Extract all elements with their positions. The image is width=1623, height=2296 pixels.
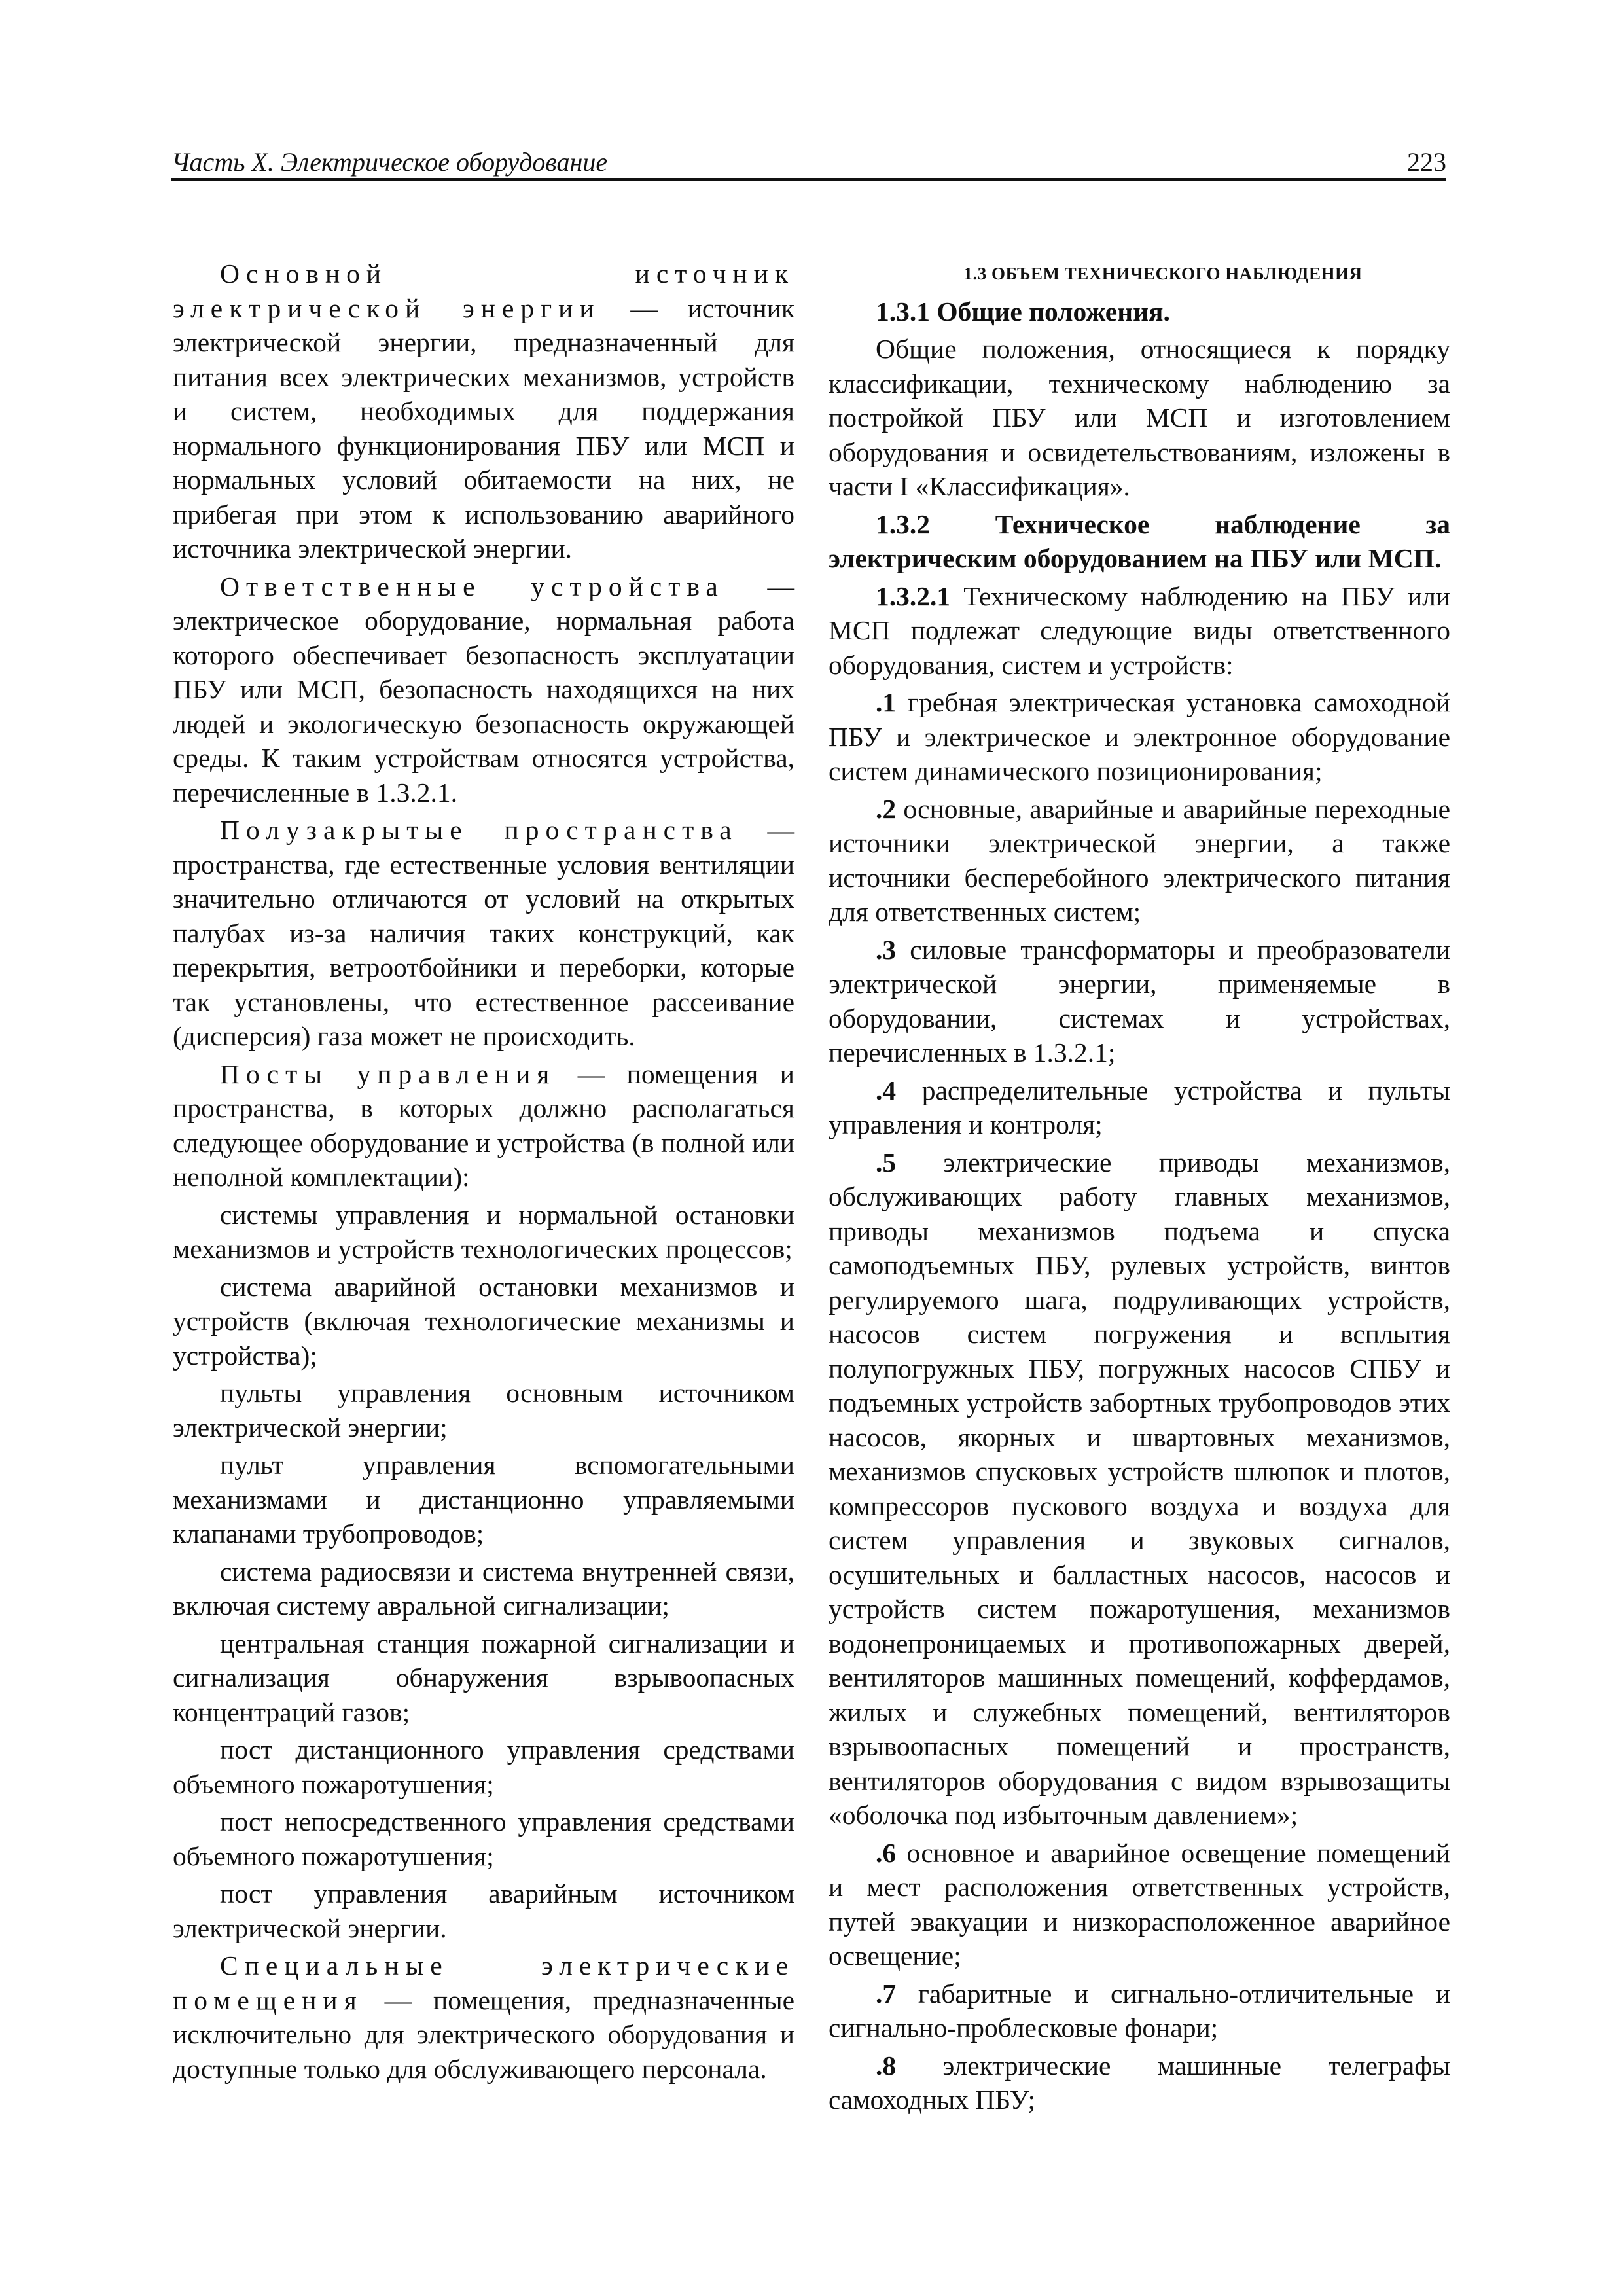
item-number: .5	[876, 1147, 897, 1177]
left-column	[173, 257, 794, 2089]
definition-essential-devices	[173, 569, 794, 810]
subsection-heading: 1.3.1 Общие положения.	[876, 296, 1170, 327]
item-number: .7	[876, 1978, 897, 2009]
header-title: Часть X. Электрическое оборудование	[171, 147, 608, 177]
item-number: .4	[876, 1075, 897, 1105]
list-item: система радиосвязи и система внутренней связи, включая систему авральной сигнализации;	[173, 1556, 794, 1621]
item-text: электрические машинные телеграфы самоходных ПБУ;	[829, 2050, 1450, 2115]
header-rule	[171, 178, 1446, 181]
definition-control-stations	[173, 1057, 794, 1194]
list-item: система аварийной остановки механизмов и устройств (включая технологические механизмы и устройства);	[173, 1271, 794, 1371]
right-column	[829, 257, 1450, 2121]
list-item: системы управления и нормальной остановки механизмов и устройств технологических процессов;	[173, 1199, 794, 1264]
item-text: распределительные устройства и пульты управления и контроля;	[829, 1075, 1450, 1139]
subsection-heading: 1.3.2 Техническое наблюдение за электрическим оборудованием на ПБУ или МСП.	[829, 509, 1450, 573]
list-item: пост дистанционного управления средствами объемного пожаротушения;	[173, 1734, 794, 1799]
list-item	[829, 685, 1450, 789]
list-item	[829, 1836, 1450, 1973]
item-text: основное и аварийное освещение помещений и мест расположения ответственных устройств, путей эвакуации и низкорасположенное аварийное освещение;	[829, 1837, 1450, 1971]
clause-number: 1.3.2.1	[876, 581, 951, 611]
paragraph	[829, 579, 1450, 683]
list-item	[829, 2049, 1450, 2117]
definition-text: — помещения и пространства, в которых должно располагаться следующее оборудование и устройства (в полной или неполной комплектации):	[173, 1058, 794, 1192]
item-number: .2	[876, 793, 897, 824]
list-item	[829, 933, 1450, 1070]
list-item	[829, 1977, 1450, 2045]
page-number: 223	[1407, 147, 1446, 177]
item-text: гребная электрическая установка самоходной ПБУ и электрическое и электронное оборудование систем динамического позиционирования;	[829, 687, 1450, 786]
clause-text: Техническому наблюдению на ПБУ или МСП подлежат следующие виды ответственного оборудования, систем и устройств:	[829, 581, 1450, 680]
definition-special-electrical-spaces	[173, 1948, 794, 2086]
definition-main-power-source	[173, 257, 794, 566]
list-item: центральная станция пожарной сигнализации и сигнализация обнаружения взрывоопасных концентраций газов;	[173, 1628, 794, 1727]
item-text: основные, аварийные и аварийные переходные источники электрической энергии, а также источники бесперебойного электрического питания для ответственных систем;	[829, 793, 1450, 927]
term: Посты управления	[220, 1058, 556, 1089]
item-text: электрические приводы механизмов, обслуживающих работу главных механизмов, приводы механизмов подъема и спуска самоподъемных ПБУ, рулевых устройств, винтов регулируемого шага, подруливающих устройств, насосов систем погружения и всплытия полупогружных ПБУ, погружных насосов СПБУ и подъемных устройств забортных трубопроводов этих насосов, якорных и швартовных механизмов, механизмов спусковых устройств шлюпок и плотов, компрессоров пускового воздуха и воздуха для систем управления и звуковых сигналов, осушительных и балластных насосов, насосов и устройств систем пожаротушения, механизмов водонепроницаемых и противопожарных дверей, вентиляторов машинных помещений, коффердамов, жилых и служебных помещений, вентиляторов взрывоопасных помещений и пространств, вентиляторов оборудования с видом взрывозащиты «оболочка под избыточным давлением»;	[829, 1147, 1450, 1830]
definition-text: — источник электрической энергии, предназначенный для питания всех электрических механизмов, устройств и систем, необходимых для поддержания нормального функционирования ПБУ или МСП и нормальных условий обитаемости на них, не прибегая при этом к использованию аварийного источника электрической энергии.	[173, 293, 794, 564]
item-text: силовые трансформаторы и преобразователи электрической энергии, применяемые в оборудовании, системах и устройствах, перечисленных в 1.3.2.1;	[829, 934, 1450, 1067]
term: Полузакрытые пространства	[220, 815, 738, 845]
term: Основной источник электрической энергии	[173, 259, 794, 323]
item-number: .3	[876, 934, 897, 965]
item-text: габаритные и сигнально-отличительные и сигнально-проблесковые фонари;	[829, 1978, 1450, 2043]
definition-semi-enclosed-spaces	[173, 813, 794, 1054]
term: Ответственные устройства	[220, 571, 724, 601]
list-item: пульт управления вспомогательными механизмами и дистанционно управляемыми клапанами трубопроводов;	[173, 1450, 794, 1549]
list-item	[829, 1145, 1450, 1833]
section-title: 1.3 ОБЪЕМ ТЕХНИЧЕСКОГО НАБЛЮДЕНИЯ	[963, 264, 1363, 283]
item-number: .8	[876, 2050, 897, 2081]
term: Специальные электрические помещения	[173, 1950, 794, 2015]
item-number: .1	[876, 687, 897, 717]
running-header	[171, 147, 1446, 181]
item-number: .6	[876, 1837, 897, 1868]
list-item: пост управления аварийным источником электрической энергии.	[173, 1878, 794, 1943]
definition-text: — помещения, предназначенные исключительно для электрического оборудования и доступные только для обслуживающего персонала.	[173, 1984, 794, 2084]
list-item: пульты управления основным источником электрической энергии;	[173, 1378, 794, 1443]
list-item: пост непосредственного управления средствами объемного пожаротушения;	[173, 1806, 794, 1871]
list-item	[829, 1073, 1450, 1142]
definition-text: — пространства, где естественные условия вентиляции значительно отличаются от условий на открытых палубах из-за наличия таких конструкций, как перекрытия, ветроотбойники и переборки, которые так установлены, что естественное рассеивание (дисперсия) газа может не происходить.	[173, 815, 795, 1051]
paragraph: Общие положения, относящиеся к порядку классификации, техническому наблюдению за постройкой ПБУ или МСП и изготовлением оборудования и освидетельствованиям, изложены в части I «Классификация».	[829, 334, 1450, 501]
list-item	[829, 792, 1450, 929]
definition-text: — электрическое оборудование, нормальная работа которого обеспечивает безопасность эксплуатации ПБУ или МСП, безопасность находящихся на них людей и экологическую безопасность окружающей среды. К таким устройствам относятся устройства, перечисленные в 1.3.2.1.	[173, 571, 794, 808]
